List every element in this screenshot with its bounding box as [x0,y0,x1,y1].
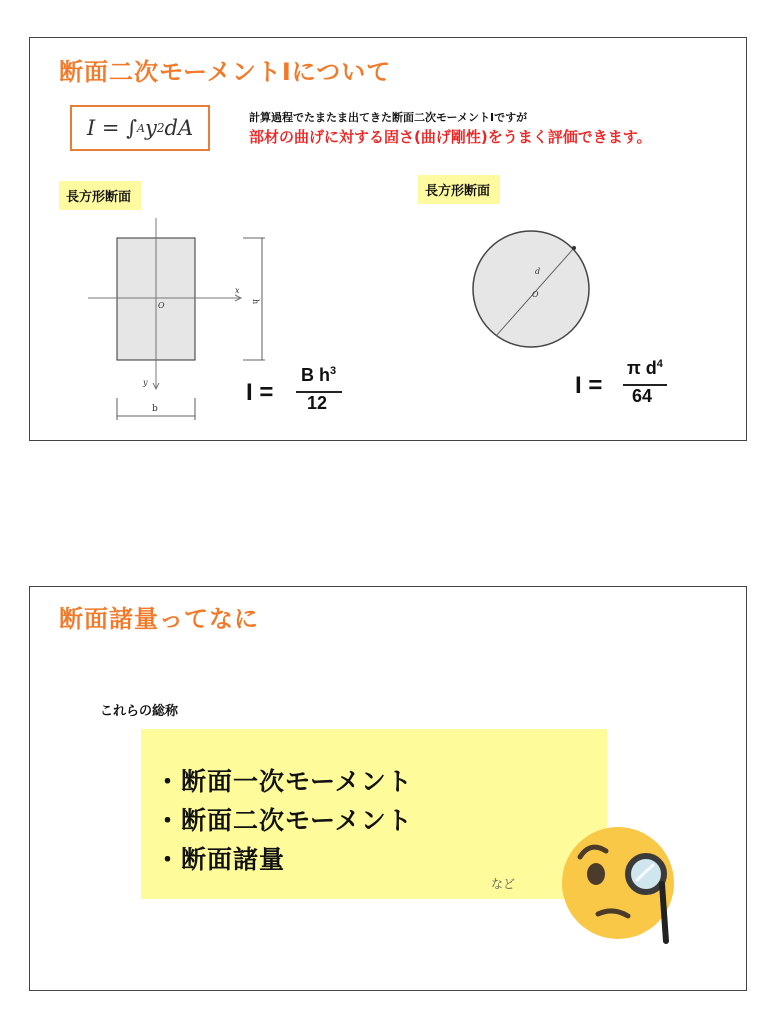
formula-mid: y [145,116,157,140]
list-item: ・断面諸量 [155,845,286,874]
slide-moment-of-inertia [29,37,747,441]
rect-section-diagram [80,213,270,428]
rect-eq-denominator: 12 [307,393,328,413]
formula-superscript: 2 [156,121,165,135]
x-axis-label: x [235,286,240,295]
circle-eq-numerator [627,358,663,379]
circle-eq-lhs: I = [575,372,603,399]
rect-eq-numerator [301,365,336,386]
monocle-lens [628,856,664,892]
rect-section-label: 長方形断面 [59,181,141,210]
list-item: ・断面二次モーメント [155,806,413,835]
formula-subscript: A [137,121,145,135]
circle-eq-num-text: π d [627,358,657,378]
etc-label: など [491,877,516,891]
circle-eq-exponent: 4 [656,358,663,370]
properties-panel [141,729,607,899]
circle-eq-denominator: 64 [632,386,653,406]
origin-label: O [158,301,165,310]
description-line-2: 部材の曲げに対する固さ(曲げ剛性)をうまく評価できます。 [249,128,652,146]
y-axis-label: y [143,378,148,387]
list-item: ・断面一次モーメント [155,767,413,796]
rect-eq-num-text: B h [301,365,330,385]
rect-eq-lhs: I = [246,379,274,406]
circle-origin-label: O [532,290,539,299]
circle-section-label: 長方形断面 [418,175,500,204]
height-label: h [251,299,260,305]
slide-title: 断面二次モーメントⅠについて [59,58,392,86]
monocle-chain [662,884,666,941]
rect-eq-exponent: 3 [330,365,337,377]
face-with-monocle-icon [558,819,698,951]
integral-formula-box [70,105,210,151]
circle-section-diagram [468,228,598,353]
description-line-1: 計算過程でたまたま出てきた断面二次モーメントⅠですが [249,111,528,124]
slide-section-properties [29,586,747,991]
slide-title: 断面諸量ってなに [59,605,259,633]
subtitle: これらの総称 [100,704,179,719]
width-label: b [152,404,158,414]
diameter-label: d [535,267,541,276]
emoji-left-eye [587,863,605,885]
formula-main: I = ∫ [86,116,138,140]
diameter-end-dot [572,246,576,250]
formula-tail: dA [164,116,194,140]
circle-shape [473,231,589,347]
